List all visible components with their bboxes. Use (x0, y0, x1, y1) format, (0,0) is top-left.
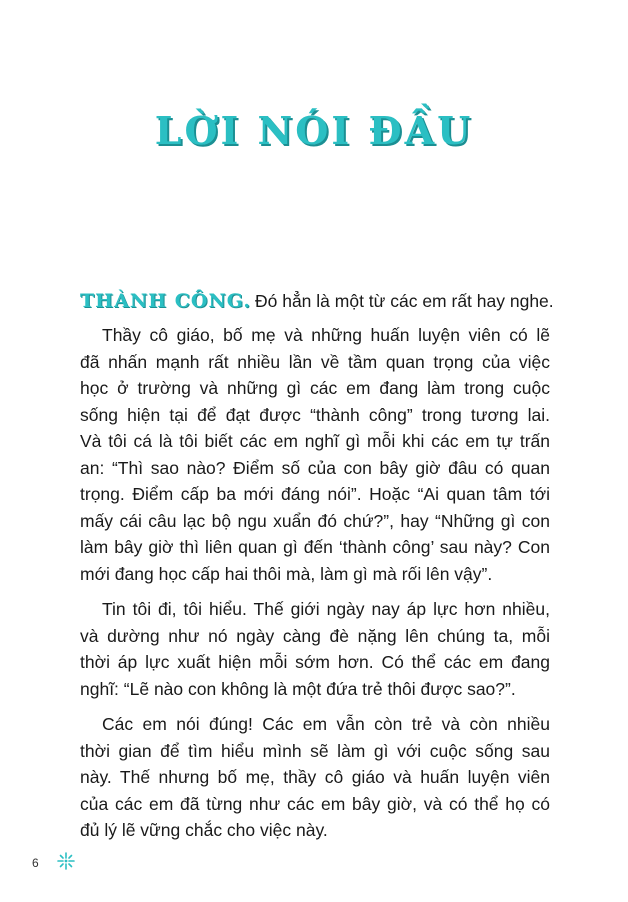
paragraph-line: thời gian để tìm hiểu mình sẽ làm gì với cuộc sống sau (80, 740, 550, 761)
paragraph-line: an: “Thì sao nào? Điểm số của con bây giờ đâu có quan (80, 457, 550, 478)
paragraph-line: Tin tôi đi, tôi hiểu. Thế giới ngày nay áp lực hơn nhiều, (102, 599, 550, 619)
paragraph-3 (80, 711, 550, 844)
paragraph-line: mấy cái câu lạc bộ ngu xuẩn đó chứ?”, hay “Những gì con (80, 510, 550, 531)
lead-sentence (80, 288, 580, 314)
paragraph-line: đã nhấn mạnh rất nhiều lần về tầm quan trọng của việc (80, 351, 550, 372)
paragraph-line: Thầy cô giáo, bố mẹ và những huấn luyện viên có lẽ (102, 325, 550, 345)
page-number: 6 (32, 856, 39, 870)
paragraph-1 (80, 322, 550, 587)
paragraph-line: làm bây giờ thì liên quan gì đến ‘thành công’ sau này? Con (80, 537, 550, 557)
lead-text: Đó hẳn là một từ các em rất hay nghe. (254, 291, 554, 311)
paragraph-line: và dường như nó ngày càng đè nặng lên chúng ta, mỗi (80, 625, 550, 646)
lead-highlight: THÀNH CÔNG. (80, 290, 251, 312)
paragraph-line: học ở trường và những gì các em đang làm trong cuộc (80, 378, 550, 398)
paragraph-line: này. Thế nhưng bố mẹ, thầy cô giáo và huấn luyện viên (80, 767, 550, 787)
paragraph-line: Các em nói đúng! Các em vẫn còn trẻ và còn nhiều (102, 714, 550, 734)
paragraph-line: nghĩ: “Lẽ nào con không là một đứa trẻ thôi được sao?”. (80, 678, 516, 699)
sparkle-star-icon (56, 851, 76, 871)
paragraph-line: của các em đã từng như các em bây giờ, và có thể họ có (80, 793, 550, 814)
paragraph-line: sống hiện tại để đạt được “thành công” trong tương lai. (80, 404, 550, 425)
paragraph-line: Và tôi cá là tôi biết các em nghĩ gì mỗi khi các em tự trấn (80, 431, 550, 451)
chapter-title: LỜI NÓI ĐẦU (154, 108, 474, 153)
paragraph-line: trọng. Điểm cấp ba mới đáng nói”. Hoặc “Ai quan tâm tới (80, 484, 550, 504)
paragraph-line: đủ lý lẽ vững chắc cho việc này. (80, 820, 328, 840)
paragraph-2 (80, 596, 550, 702)
paragraph-line: thời áp lực xuất hiện mỗi sớm hơn. Có thể các em đang (80, 652, 550, 672)
paragraph-line: mới đang học cấp hai thôi mà, làm gì mà rối lên vậy”. (80, 563, 493, 584)
